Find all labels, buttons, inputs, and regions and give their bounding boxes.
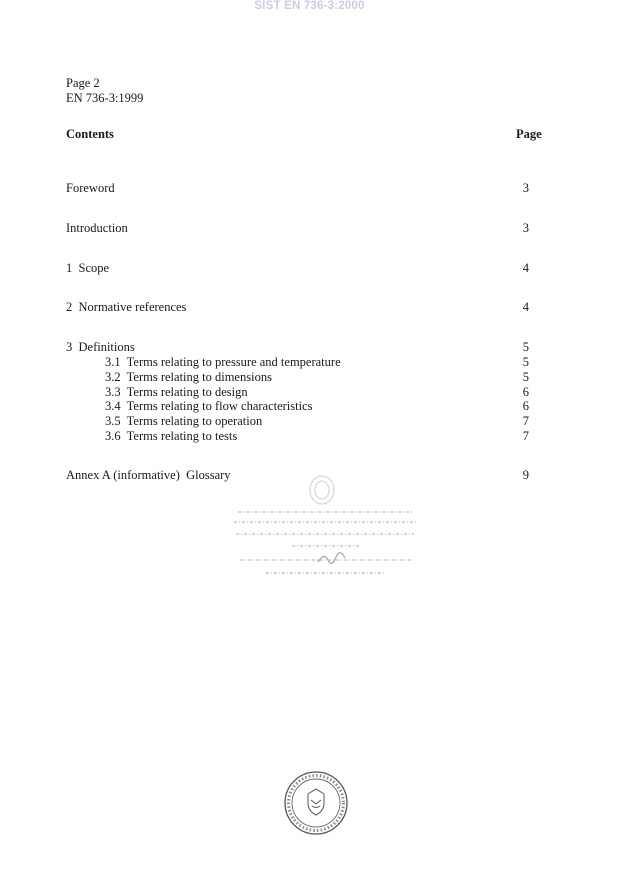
toc-page-normative-references: 4	[522, 300, 529, 314]
toc-page-definitions: 5	[522, 340, 529, 354]
toc-page-3-3: 6	[522, 385, 529, 399]
toc-entry-normative-references: 2 Normative references	[66, 300, 187, 314]
toc-entry-scope: 1 Scope	[66, 261, 110, 275]
toc-subentry-3-1: 3.1 Terms relating to pressure and temperature	[105, 355, 341, 369]
watermark: SIST EN 736-3:2000	[254, 0, 365, 12]
toc-page-annex-a: 9	[522, 468, 529, 482]
toc-entry-introduction: Introduction	[66, 221, 128, 235]
toc-subentry-3-2: 3.2 Terms relating to dimensions	[105, 370, 272, 384]
toc-entry-definitions: 3 Definitions	[66, 340, 135, 354]
toc-page-foreword: 3	[522, 181, 529, 195]
toc-subentry-3-4: 3.4 Terms relating to flow characteristics	[105, 399, 313, 413]
official-seal	[283, 770, 349, 836]
document-id: EN 736-3:1999	[66, 91, 144, 105]
toc-subentry-3-5: 3.5 Terms relating to operation	[105, 414, 263, 428]
toc-page-introduction: 3	[522, 221, 529, 235]
toc-page-3-1: 5	[522, 355, 529, 369]
toc-subentry-3-6: 3.6 Terms relating to tests	[105, 429, 238, 443]
contents-title: Contents	[66, 127, 114, 141]
toc-page-3-2: 5	[522, 370, 529, 384]
toc-entry-annex-a: Annex A (informative) Glossary	[66, 468, 231, 482]
page-column-label: Page	[516, 127, 542, 141]
approval-stamp	[200, 470, 430, 585]
toc-page-scope: 4	[522, 261, 529, 275]
page-number: Page 2	[66, 76, 100, 90]
toc-subentry-3-3: 3.3 Terms relating to design	[105, 385, 248, 399]
toc-page-3-5: 7	[522, 414, 529, 428]
toc-page-3-4: 6	[522, 399, 529, 413]
toc-entry-foreword: Foreword	[66, 181, 115, 195]
toc-page-3-6: 7	[522, 429, 529, 443]
